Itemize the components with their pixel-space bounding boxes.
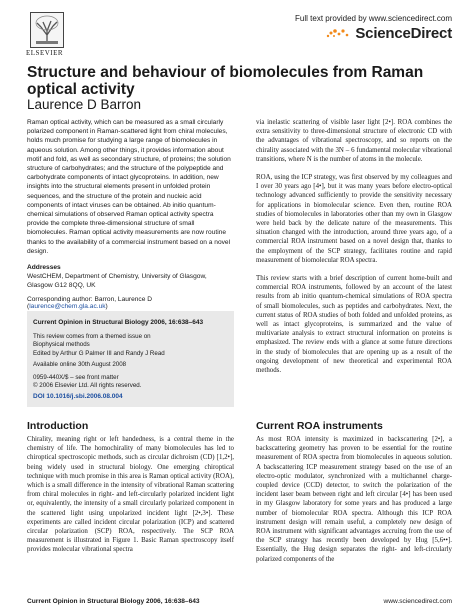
footer-journal: Current Opinion in Structural Biology 2006, 16:638–643 <box>27 598 200 605</box>
addresses-heading: Addresses <box>27 264 61 271</box>
copyright: © 2006 Elsevier Ltd. All rights reserved. <box>33 382 142 390</box>
sciencedirect-brand[interactable] <box>325 25 452 42</box>
themed-issue-info <box>33 333 229 358</box>
brand-name: ScienceDirect <box>355 25 452 42</box>
review-line-3: Edited by Arthur G Palmer III and Randy J Read <box>33 349 165 357</box>
introduction-text: Chirality, meaning right or left handedness, is a central theme in the chemistry of life. The homochirality of many biomolecules has led to chiroptical spectroscopic methods, such as circular dichroism (CD) [1,2•], being widely used in structural biology. One emerging chiroptical technique with much promise in this area is Raman optical activity (ROA), which is a small difference in the intensity of vibrational Raman scattering from chiral molecules in right- and left-circularly polarized incident light or, equivalently, the intensity of a small circularly polarized component in the scattered light using unpolarized incident light [2•,3•]. These experiments are called incident circular polarization (ICP) and scattered circular polarization (SCP) ROA, respectively. The SCP ROA measurement is illustrated in Figure 1. Basic Raman spectroscopy itself provides molecular vibrational spectra <box>27 436 234 554</box>
right-column-text <box>256 118 452 384</box>
corresponding-suffix: ) <box>105 303 108 310</box>
corresponding-prefix: Corresponding author: Barron, Laurence D ( <box>27 296 152 310</box>
review-line-2: Biophysical methods <box>33 341 90 349</box>
issn-copyright <box>33 374 229 391</box>
fulltext-notice[interactable]: Full text provided by www.sciencedirect.com <box>295 14 452 23</box>
address-line-2: Glasgow G12 8QQ, UK <box>27 281 96 289</box>
paragraph-2: ROA, using the ICP strategy, was first observed by my colleagues and I over 30 years ago [4•], but it was many years before electro-optical technology advanced sufficiently to provide the sensitivity necessary for applications in biomolecular science. Even then, routine ROA studies of biomolecules in laboratories other than my own in Glasgow were held back by the delicate nature of the measurements. This situation changed with the introduction, around three years ago, of a commercial ROA instrument based on a novel design that, thanks to the employment of the SCP strategy, facilitates routine and rapid measurement of biomolecular ROA spectra. <box>256 174 452 264</box>
infobox-journal: Current Opinion in Structural Biology 2006, 16:638–643 <box>33 319 204 326</box>
footer-site[interactable]: www.sciencedirect.com <box>383 598 452 605</box>
available-online: Available online 30th August 2008 <box>33 361 127 368</box>
publisher-logo-label: ELSEVIER <box>26 49 64 57</box>
article-title: Structure and behaviour of biomolecules from Raman optical activity <box>27 64 424 98</box>
issn: 0959-440X/$ – see front matter <box>33 374 119 381</box>
article-author: Laurence D Barron <box>27 97 142 112</box>
article-info-box <box>27 311 234 407</box>
abstract: Raman optical activity, which can be measured as a small circularly polarized component in Raman-scattered light from chiral molecules, holds much promise for studying a large range of biomolecules in aqueous solution. Among other things, it provides information about motif and fold, as well as secondary structure, of proteins; the solution structure of carbohydrates; and the structure of the polypeptide and carbohydrate components of intact glycoproteins. In addition, new insights into the structural elements present in unfolded protein sequences, and the structure of the protein and nucleic acid components of intact viruses can be obtained. Ab initio quantum-chemical simulations of observed Raman optical activity spectra provide the complete three-dimensional structure of small biomolecules. Raman optical activity measurements are now routine thanks to the availability of a commercial instrument based on a novel design. <box>27 119 231 255</box>
current-roa-heading: Current ROA instruments <box>256 420 383 432</box>
doi-link[interactable]: DOI 10.1016/j.sbi.2006.08.004 <box>33 393 123 400</box>
paragraph-3: This review starts with a brief description of current home-built and commercial ROA instruments, followed by an account of the latest results from ab initio quantum-chemical simulations of ROA spectra of small biomolecules, such as peptides and carbohydrates. Next, the current status of ROA studies of both folded and unfolded proteins, as well as intact glycoproteins, is summarized and the value of multivariate analysis to extract structural information on proteins is emphasized. The review ends with a glance at some future directions in the study of biomolecules that are opening up as a result of the ongoing development of new theoretical and experimental ROA methods. <box>256 275 452 375</box>
sciencedirect-logo-icon <box>325 28 351 40</box>
address <box>27 273 234 290</box>
introduction-heading: Introduction <box>27 420 89 432</box>
corresponding-author <box>27 296 234 310</box>
address-line-1: WestCHEM, Department of Chemistry, University of Glasgow, <box>27 273 207 280</box>
email-link[interactable]: laurence@chem.gla.ac.uk <box>29 303 106 310</box>
review-line-1: This review comes from a themed issue on <box>33 333 151 340</box>
paragraph-1: via inelastic scattering of visible laser light [2•]. ROA combines the extra sensitivity to three-dimensional structure of electronic CD with the advantages of vibrational spectroscopy, and so reports on the chirality associated with the 3N – 6 fundamental molecular vibrational transitions, where N is the number of atoms in the molecule. <box>256 119 452 163</box>
current-roa-text: As most ROA intensity is maximized in backscattering [2•], a backscattering geometry has proven to be essential for the routine measurement of ROA spectra from biomolecules in aqueous solution. A backscattering ICP measurement strategy based on the use of an electro-optic modulator, synchronized with a multichannel charge-coupled device (CCD) detector, to switch the polarization of the incident laser beam between right and left circular [4•] has been used in my Glasgow laboratory for some years and has produced a large number of biomolecular ROA spectra. Although this ICP ROA instrument design will remain useful, a completely new design of ROA instrument with significant advantages accruing from the use of the SCP strategy has recently been developed by Hug [5,6••]. Essentially, the Hug design separates the right- and left-circularly polarized components of the <box>256 436 452 563</box>
elsevier-logo <box>30 12 64 48</box>
